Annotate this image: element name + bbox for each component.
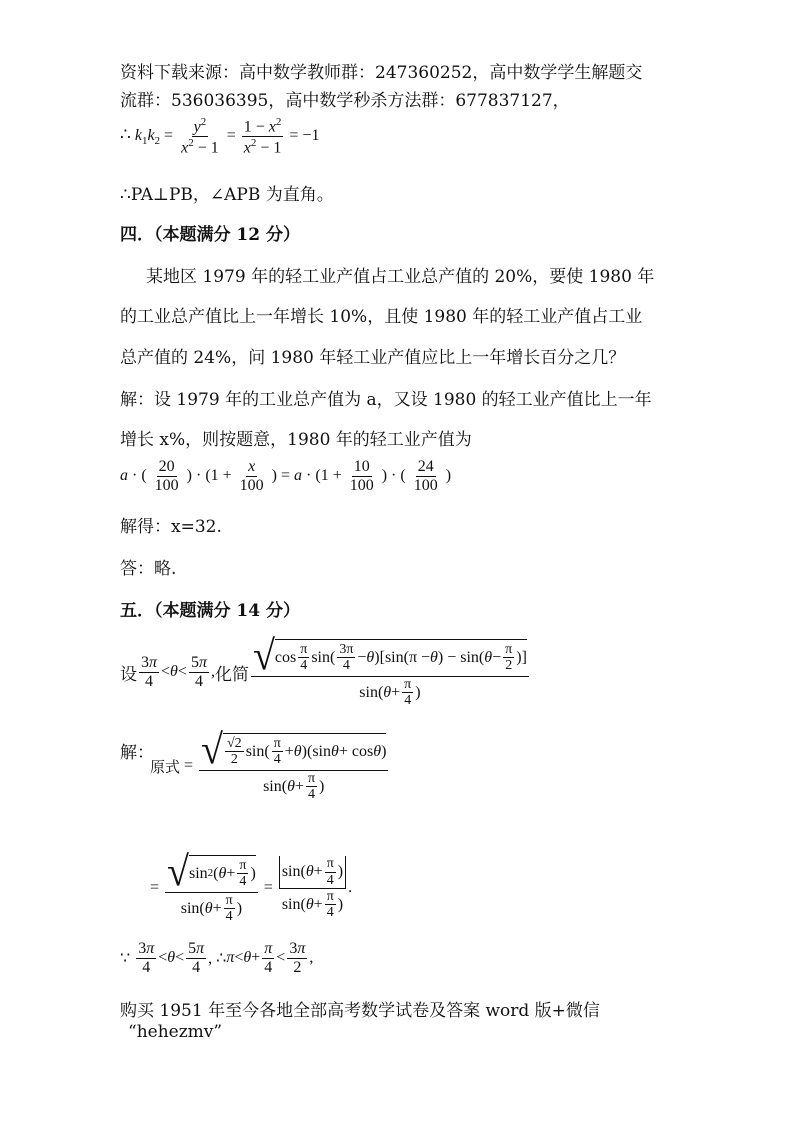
original-expression: 原式 = √ $\frac{√2}{2}$ sin( $\frac{\pi}{4}$ + θ )(sin θ + cos θ ) sin( θ + $\frac{\pi}{4}$ ) bbox=[150, 725, 387, 803]
slope-product-formula: ∴ $k_1k_2$ = $\frac{y^2}{x^2 - 1}$ = $\frac{1 - x^2}{x^2 - 1}$ = −1 bbox=[120, 116, 320, 157]
therefore-symbol: ∴ bbox=[120, 125, 131, 146]
source-line-1: 资料下载来源：高中数学教师群：247360252，高中数学学生解题交 bbox=[120, 63, 643, 83]
original-label: 原式 bbox=[150, 757, 181, 776]
problem-5-simplify: 化简 bbox=[214, 664, 249, 685]
problem-5-prefix: 设 bbox=[120, 664, 137, 685]
perpendicular-conclusion: ∴PA⊥PB，∠APB 为直角。 bbox=[120, 185, 334, 205]
production-equation: a · ( $\frac{20}{100}$ ) · (1 + $\frac{x}{100}$ ) = a · (1 + $\frac{10}{100}$ ) · ( $\frac{24}{100}$ ) bbox=[120, 458, 452, 494]
problem-5-statement: 设 $\frac{3\pi}{4}$ < θ < $\frac{5\pi}{4}$ , 化简 √ cos $\frac{\pi}{4}$ sin( $\frac{3\pi}{4}$ − θ )[sin(π − θ ) − sin( θ − $\frac{\pi}{2}$ )] sin( θ + $\frac{\pi}{4}$ ) bbox=[120, 631, 527, 709]
problem-4-line-2: 的工业总产值比上一年增长 10%，且使 1980 年的轻工业产值占工业 bbox=[120, 307, 643, 327]
solution-5-label: 解： bbox=[120, 743, 154, 763]
section-4-heading: 四．（本题满分 12 分） bbox=[120, 225, 300, 245]
solution-4-line-1: 解：设 1979 年的工业总产值为 a，又设 1980 的轻工业产值比上一年 bbox=[120, 390, 652, 410]
solution-4-line-2: 增长 x%，则按题意，1980 年的轻工业产值为 bbox=[120, 430, 472, 450]
source-line-2: 流群：536036395，高中数学秒杀方法群：677837127， bbox=[120, 91, 570, 111]
footer-line-2: “hehezmv” bbox=[128, 1022, 223, 1042]
answer-line: 答：略. bbox=[120, 559, 177, 579]
footer-line-1: 购买 1951 年至今各地全部高考数学试卷及答案 word 版+微信 bbox=[120, 1001, 600, 1021]
problem-4-line-3: 总产值的 24%，问 1980 年轻工业产值应比上一年增长百分之几？ bbox=[120, 348, 626, 368]
range-deduction: ∵ $\frac{3\pi}{4}$ < θ < $\frac{5\pi}{4}$ , ∴ π < θ + $\frac{\pi}{4}$ < $\frac{3\pi}{2}$ , bbox=[120, 940, 314, 976]
solution-result: 解得：x=32. bbox=[120, 517, 222, 537]
simplified-expression: = √ sin 2 ( θ + $\frac{\pi}{4}$ ) sin( θ + $\frac{\pi}{4}$ ) = sin( θ + $\frac{\pi}{4}$ ) sin( θ + $\frac{\pi}{4}$ ) . bbox=[150, 847, 353, 925]
section-5-heading: 五．（本题满分 14 分） bbox=[120, 601, 300, 621]
problem-4-line-1: 某地区 1979 年的轻工业产值占工业总产值的 20%，要使 1980 年 bbox=[146, 267, 655, 287]
